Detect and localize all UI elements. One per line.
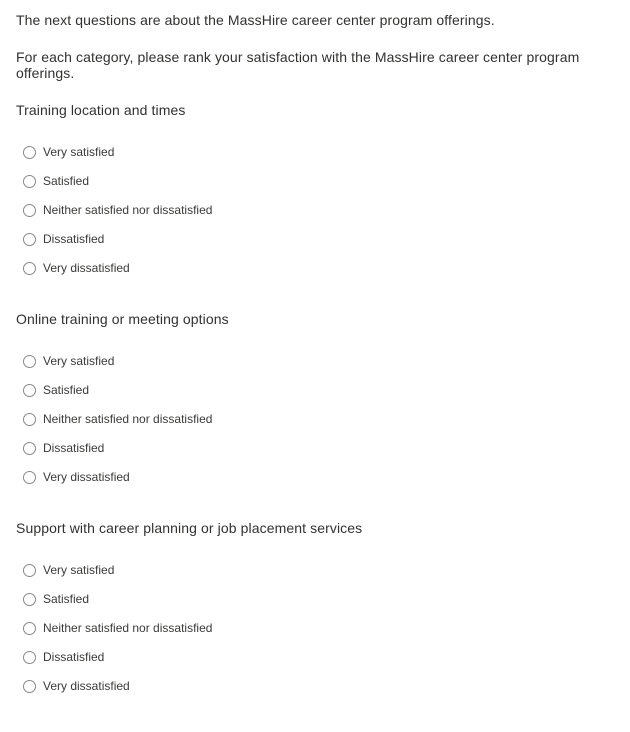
- option-label[interactable]: Neither satisfied nor dissatisfied: [43, 412, 213, 426]
- question-title: Online training or meeting options: [16, 311, 229, 327]
- option-label[interactable]: Dissatisfied: [43, 650, 105, 664]
- question-online-training: [16, 311, 614, 484]
- option-list: [16, 145, 614, 275]
- radio-button-icon[interactable]: [23, 175, 36, 188]
- option-list: [16, 563, 614, 693]
- radio-button-icon[interactable]: [23, 471, 36, 484]
- option-q1-dissatisfied[interactable]: [16, 232, 614, 246]
- radio-button-icon[interactable]: [23, 204, 36, 217]
- option-q3-very-satisfied[interactable]: [16, 563, 614, 577]
- option-q1-satisfied[interactable]: [16, 174, 614, 188]
- option-label[interactable]: Very satisfied: [43, 563, 115, 577]
- radio-button-icon[interactable]: [23, 651, 36, 664]
- radio-button-icon[interactable]: [23, 680, 36, 693]
- option-label[interactable]: Dissatisfied: [43, 441, 105, 455]
- option-label[interactable]: Very dissatisfied: [43, 261, 130, 275]
- option-q3-satisfied[interactable]: [16, 592, 614, 606]
- radio-button-icon[interactable]: [23, 593, 36, 606]
- option-q1-very-satisfied[interactable]: [16, 145, 614, 159]
- option-q3-dissatisfied[interactable]: [16, 650, 614, 664]
- radio-button-icon[interactable]: [23, 622, 36, 635]
- question-title: Training location and times: [16, 102, 186, 118]
- option-label[interactable]: Very dissatisfied: [43, 679, 130, 693]
- radio-button-icon[interactable]: [23, 233, 36, 246]
- option-q2-neither[interactable]: [16, 412, 614, 426]
- option-q1-very-dissatisfied[interactable]: [16, 261, 614, 275]
- option-q2-satisfied[interactable]: [16, 383, 614, 397]
- option-q3-very-dissatisfied[interactable]: [16, 679, 614, 693]
- option-label[interactable]: Neither satisfied nor dissatisfied: [43, 621, 213, 635]
- intro-text-2: For each category, please rank your satisfaction with the MassHire career center program offerings.: [16, 49, 580, 81]
- radio-button-icon[interactable]: [23, 564, 36, 577]
- question-career-planning-support: [16, 520, 614, 693]
- option-q3-neither[interactable]: [16, 621, 614, 635]
- option-label[interactable]: Very dissatisfied: [43, 470, 130, 484]
- intro-text-1: The next questions are about the MassHire career center program offerings.: [16, 12, 495, 28]
- option-q2-dissatisfied[interactable]: [16, 441, 614, 455]
- option-list: [16, 354, 614, 484]
- option-label[interactable]: Very satisfied: [43, 145, 115, 159]
- radio-button-icon[interactable]: [23, 413, 36, 426]
- option-label[interactable]: Neither satisfied nor dissatisfied: [43, 203, 213, 217]
- option-label[interactable]: Dissatisfied: [43, 232, 105, 246]
- radio-button-icon[interactable]: [23, 442, 36, 455]
- option-q2-very-satisfied[interactable]: [16, 354, 614, 368]
- option-q2-very-dissatisfied[interactable]: [16, 470, 614, 484]
- option-label[interactable]: Satisfied: [43, 174, 90, 188]
- question-training-location: [16, 102, 614, 275]
- option-q1-neither[interactable]: [16, 203, 614, 217]
- option-label[interactable]: Very satisfied: [43, 354, 115, 368]
- radio-button-icon[interactable]: [23, 384, 36, 397]
- option-label[interactable]: Satisfied: [43, 383, 90, 397]
- question-title: Support with career planning or job placement services: [16, 520, 363, 536]
- radio-button-icon[interactable]: [23, 355, 36, 368]
- radio-button-icon[interactable]: [23, 146, 36, 159]
- radio-button-icon[interactable]: [23, 262, 36, 275]
- option-label[interactable]: Satisfied: [43, 592, 90, 606]
